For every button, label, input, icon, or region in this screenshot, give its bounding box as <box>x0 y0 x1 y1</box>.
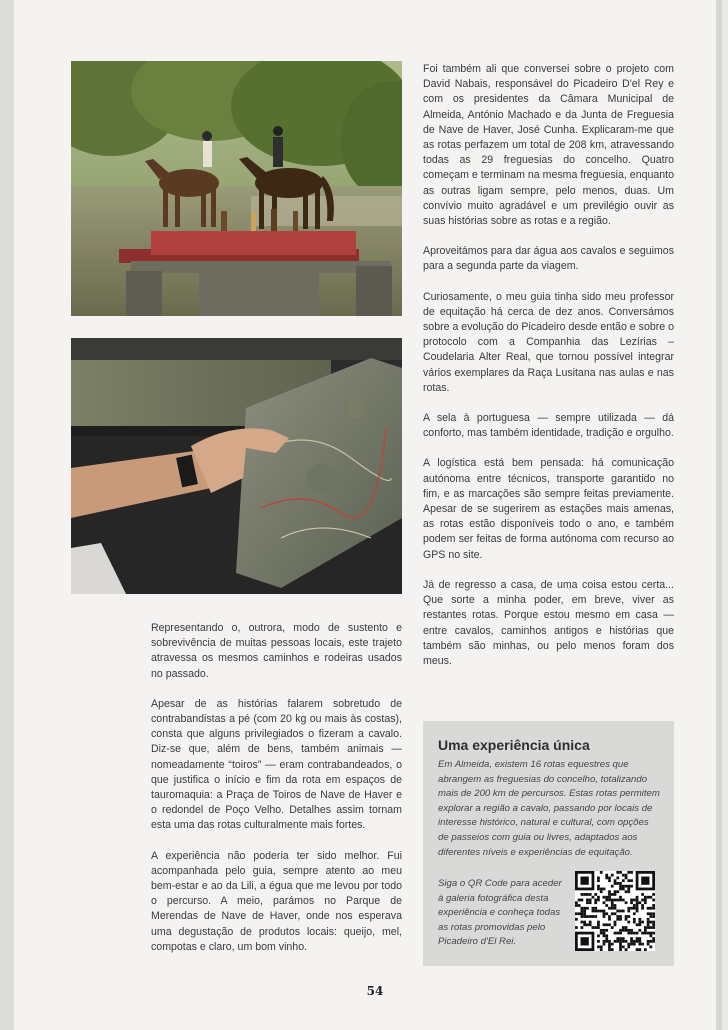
right-paragraph-5: A logística está bem pensada: há comunicação autónoma entre técnicos, transporte garantido no fim, e as marcações são sempre feitas previamente. Apesar de se sugerirem as estações mais amenas, as rotas estão disponíveis todo o ano, e também podem ser feitas de forma autónoma com recurso ao GPS no site. <box>423 457 674 561</box>
right-paragraph-3: Curiosamente, o meu guia tinha sido meu professor de equitação há cerca de dez anos. Conversámos sobre a evolução do Picadeiro desde então e sobre o protocolo com a Companhia das Lezírias – Coudelaria Alter Real, que tornou possível integrar vários exemplares da Raça Lusitana nas aulas e nas rotas. <box>423 290 674 394</box>
photo-map-in-car-image <box>71 338 402 594</box>
right-paragraph-2: Aproveitámos para dar água aos cavalos e seguimos para a segunda parte da viagem. <box>423 245 674 273</box>
info-box-text: Em Almeida, existem 16 rotas equestres que abrangem as freguesias do concelho, totalizando mais de 200 km de percursos. Estas rotas permitem explorar a região a cavalo, passando por locais de interesse histórico, natural e cultural, com opções de passeios com guia ou livres, adaptados aos diferentes níveis e experiências de equitação. <box>438 759 660 858</box>
page-edge-right <box>716 0 722 1030</box>
photo-map-in-car <box>71 338 402 594</box>
right-paragraph-4: A sela à portuguesa — sempre utilizada — dá conforto, mas também identidade, tradição e orgulho. <box>423 412 674 440</box>
photo-horses-picnic-image <box>71 61 402 316</box>
left-paragraph-1: Representando o, outrora, modo de sustento e sobrevivência de muitas pessoas locais, este trajeto atravessa os mesmos caminhos e rodeiras usados no passado. <box>151 622 402 680</box>
left-paragraph-3: A experiência não poderia ter sido melhor. Fui acompanhada pelo guia, sempre atento ao meu bem-estar e ao da Lili, a égua que me levou por todo o percurso. A meio, parámos no Parque de Merendas de Nave de Haver, onde nos esperava uma degustação de produtos locais: queijo, mel, compotas e claro, um bom vinho. <box>151 849 402 953</box>
page-number: 54 <box>366 984 384 998</box>
page-edge-left <box>0 0 14 1030</box>
info-box <box>423 721 674 966</box>
right-paragraph-1: Foi também ali que conversei sobre o projeto com David Nabais, responsável do Picadeiro D'el Rey e com os presidentes da Câmara Municipal de Almeida, António Machado e da Junta de Freguesia de Nave de Haver, José Cunha. Explicaram-me que as rotas perfazem um total de 208 km, atravessando todas as 29 freguesias do concelho. Quatro começam e terminam na mesma freguesia, enquanto as outras ligam sempre, pelo menos, duas. Um convívio muito agradável e um previlégio ouvir as suas histórias sobre as rotas e a região. <box>423 63 674 228</box>
right-paragraph-6: Já de regresso a casa, de uma coisa estou certa... Que sorte a minha poder, em breve, viver as restantes rotas. Porque estou mesmo em casa — entre cavalos, caminhos antigos e histórias que também são minhas, ou pelo menos foram dos meus. <box>423 578 674 667</box>
info-box-title: Uma experiência única <box>438 737 590 753</box>
qr-code-graphic <box>575 871 655 951</box>
qr-code-icon[interactable] <box>575 871 655 951</box>
right-text-column <box>423 62 674 684</box>
qr-caption: Siga o QR Code para aceder à galeria fotográfica desta experiência e conheça todas as rotas promovidas pelo Picadeiro d'El Rei. <box>438 878 562 948</box>
left-text-column <box>151 621 402 970</box>
photo-horses-picnic <box>71 61 402 316</box>
left-paragraph-2: Apesar de as histórias falarem sobretudo de contrabandistas a pé (com 20 kg ou mais às costas), consta que alguns privilegiados o fizeram a cavalo. Diz-se que, além de bens, também animais — nomeadamente “toiros” — eram contrabandeados, o que justifica o início e fim da rota em espaços de tauromaquia: a Praça de Toiros de Nave de Haver e o redondel de Poço Velho. Detalhes assim tornam esta uma das rotas culturalmente mais fortes. <box>151 697 402 832</box>
